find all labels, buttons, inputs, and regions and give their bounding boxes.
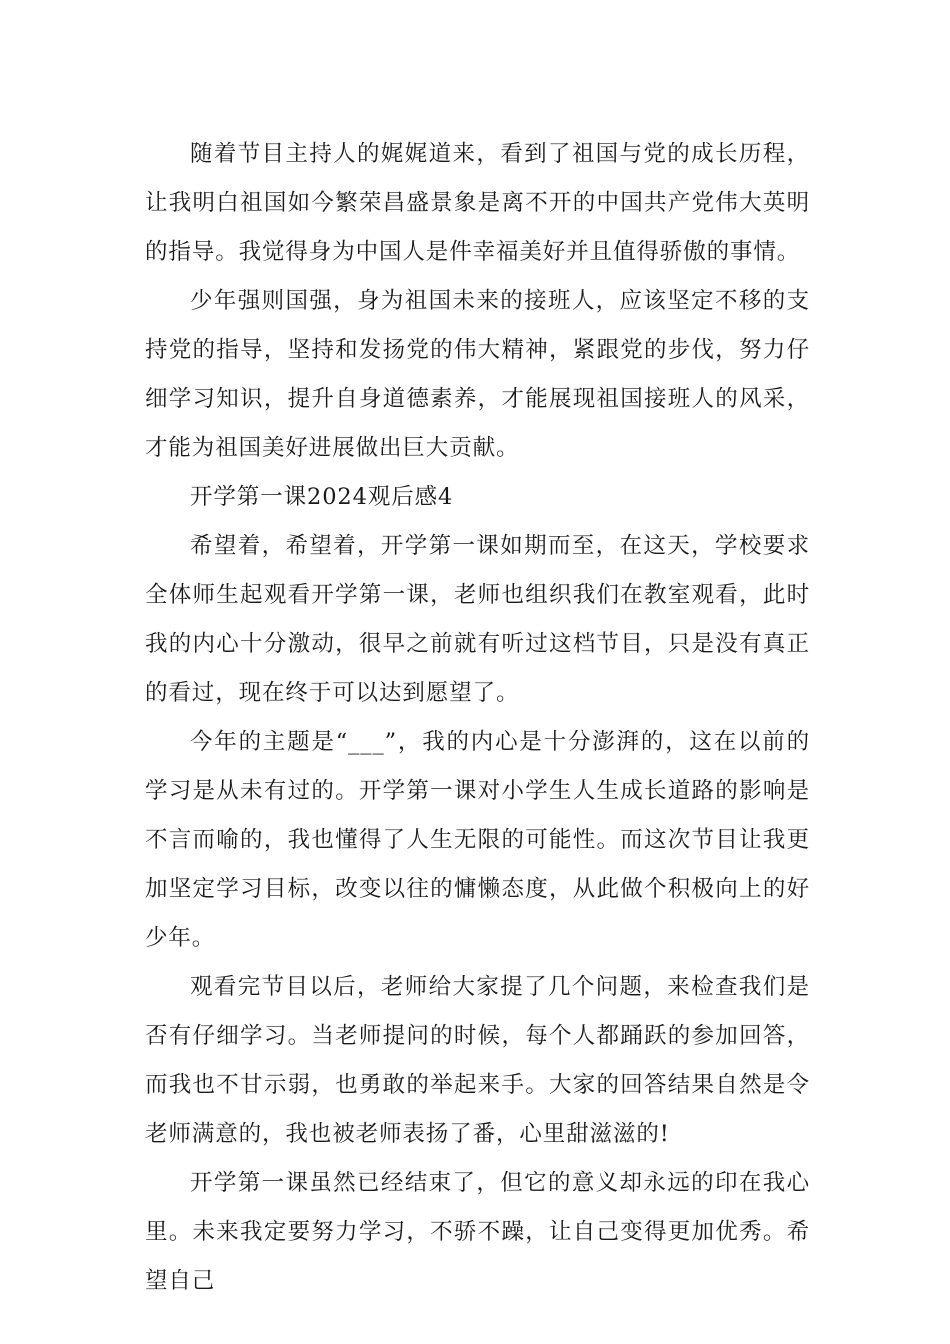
paragraph-1: 随着节目主持人的娓娓道来，看到了祖国与党的成长历程，让我明白祖国如今繁荣昌盛景象是离不开的中国共产党伟大英明的指导。我觉得身为中国人是件幸福美好并且值得骄傲的事情。 xyxy=(145,141,810,265)
document-body xyxy=(145,130,810,1306)
paragraph-6: 开学第一课虽然已经结束了，但它的意义却永远的印在我心里。未来我定要努力学习，不骄不躁，让自己变得更加优秀。希望自己 xyxy=(145,1170,810,1294)
paragraph-5: 观看完节目以后，老师给大家提了几个问题，来检查我们是否有仔细学习。当老师提问的时候，每个人都踊跃的参加回答，而我也不甘示弱，也勇敢的举起来手。大家的回答结果自然是令老师满意的，我也被老师表扬了番，心里甜滋滋的! xyxy=(145,974,810,1147)
paragraph-2: 少年强则国强，身为祖国未来的接班人，应该坚定不移的支持党的指导，坚持和发扬党的伟大精神，紧跟党的步伐，努力仔细学习知识，提升自身道德素养，才能展现祖国接班人的风采，才能为祖国美好进展做出巨大贡献。 xyxy=(145,288,810,461)
paragraph-3: 希望着，希望着，开学第一课如期而至，在这天，学校要求全体师生起观看开学第一课，老师也组织我们在教室观看，此时我的内心十分激动，很早之前就有听过这档节目，只是没有真正的看过，现在终于可以达到愿望了。 xyxy=(145,533,810,706)
paragraph-4: 今年的主题是“___”，我的内心是十分澎湃的，这在以前的学习是从未有过的。开学第一课对小学生人生成长道路的影响是不言而喻的，我也懂得了人生无限的可能性。而这次节目让我更加坚定学习目标，改变以往的慵懒态度，从此做个积极向上的好少年。 xyxy=(145,729,810,951)
section-heading: 开学第一课2024观后感4 xyxy=(190,484,454,510)
